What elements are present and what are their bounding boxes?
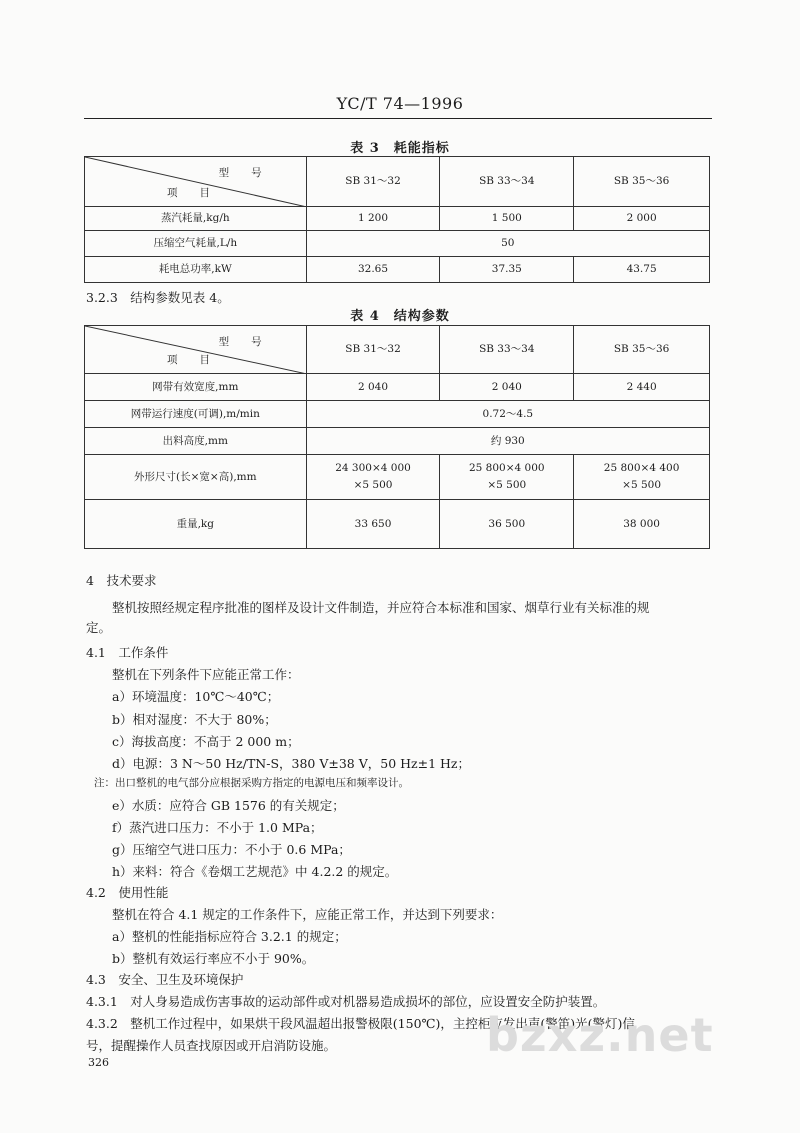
- table-cell: [574, 455, 710, 500]
- table-cell: 1 200: [306, 207, 440, 231]
- note: 注：出口整机的电气部分应根据采购方指定的电源电压和频率设计。: [94, 777, 409, 789]
- corner-label-item: 项目: [167, 354, 232, 366]
- list-item: f）蒸汽进口压力：不小于 1.0 MPa；: [112, 820, 323, 835]
- clause-4-3-1: 4.3.1 对人身易造成伤害事故的运动部件或对机器易造成损坏的部位，应设置安全防护装置。: [86, 994, 606, 1009]
- row-label: 出料高度,mm: [85, 428, 307, 455]
- list-item: e）水质：应符合 GB 1576 的有关规定；: [112, 798, 345, 813]
- list-item: c）海拔高度：不高于 2 000 m；: [112, 734, 300, 749]
- section-4-heading: 4 技术要求: [86, 573, 157, 588]
- cell-line: ×5 500: [487, 479, 527, 491]
- cell-line: ×5 500: [353, 479, 393, 491]
- cell-line: ×5 500: [622, 479, 662, 491]
- table-cell: [440, 455, 574, 500]
- clause-3-2-3: 3.2.3 结构参数见表 4。: [86, 290, 230, 305]
- table-cell: 2 440: [574, 374, 710, 401]
- table-cell: 37.35: [440, 257, 574, 283]
- table-row: [85, 455, 710, 500]
- section-4-intro: [86, 598, 712, 638]
- row-label: 耗电总功率,kW: [85, 257, 307, 283]
- cell-line: 25 800×4 000: [468, 462, 545, 474]
- corner-label-model: 型号: [218, 167, 284, 179]
- column-header: SB 35～36: [574, 326, 710, 374]
- table4: [84, 325, 710, 549]
- table-row: [85, 231, 710, 257]
- table-row: [85, 500, 710, 549]
- table-cell: [306, 455, 440, 500]
- section-4-1-intro: 整机在下列条件下应能正常工作：: [112, 667, 300, 682]
- list-item: h）来料：符合《卷烟工艺规范》中 4.2.2 的规定。: [112, 864, 398, 879]
- list-item: a）环境温度：10℃～40℃；: [112, 689, 280, 704]
- table-cell: 2 000: [574, 207, 710, 231]
- corner-label-item: 项目: [167, 187, 232, 199]
- column-header: SB 35～36: [574, 157, 710, 207]
- table4-caption: 表 4 结构参数: [350, 309, 450, 324]
- section-4-1-heading: 4.1 工作条件: [86, 645, 169, 660]
- list-item: a）整机的性能指标应符合 3.2.1 的规定；: [112, 929, 347, 944]
- text-line: 整机按照经规定程序批准的图样及设计文件制造，并应符合本标准和国家、烟草行业有关标准的规: [112, 600, 650, 615]
- merged-cell: 约 930: [306, 428, 709, 455]
- table-cell: 43.75: [574, 257, 710, 283]
- column-header: SB 31～32: [306, 326, 440, 374]
- corner-label-model: 型号: [218, 336, 284, 348]
- table-cell: 1 500: [440, 207, 574, 231]
- cell-line: 25 800×4 400: [603, 462, 680, 474]
- table-cell: 33 650: [306, 500, 440, 549]
- cell-line: 24 300×4 000: [335, 462, 411, 474]
- table3-corner-cell: [85, 157, 307, 207]
- column-header: SB 33～34: [440, 326, 574, 374]
- table-cell: 36 500: [440, 500, 574, 549]
- clause-4-3-2-continued: 号，提醒操作人员查找原因或开启消防设施。: [86, 1038, 337, 1053]
- section-4-2-heading: 4.2 使用性能: [86, 885, 169, 900]
- list-item: g）压缩空气进口压力：不小于 0.6 MPa；: [112, 842, 351, 857]
- list-item: b）整机有效运行率应不小于 90%。: [112, 951, 315, 966]
- table4-corner-cell: [85, 326, 307, 374]
- table-row: [85, 257, 710, 283]
- standard-code-header: YC/T 74—1996: [336, 94, 464, 113]
- table-cell: 38 000: [574, 500, 710, 549]
- list-item: d）电源：3 N～50 Hz/TN-S，380 V±38 V，50 Hz±1 Hz；: [112, 756, 470, 771]
- table-cell: 2 040: [440, 374, 574, 401]
- merged-cell: 50: [306, 231, 709, 257]
- table3: [84, 156, 710, 283]
- page-number: 326: [88, 1056, 109, 1069]
- table-row: [85, 207, 710, 231]
- column-header: SB 31～32: [306, 157, 440, 207]
- row-label: 压缩空气耗量,L/h: [85, 231, 307, 257]
- table-row: [85, 374, 710, 401]
- column-header: SB 33～34: [440, 157, 574, 207]
- table-cell: 32.65: [306, 257, 440, 283]
- section-4-3-heading: 4.3 安全、卫生及环境保护: [86, 972, 244, 987]
- row-label: 网带有效宽度,mm: [85, 374, 307, 401]
- table-row: [85, 401, 710, 428]
- table-cell: 2 040: [306, 374, 440, 401]
- row-label: 重量,kg: [85, 500, 307, 549]
- section-4-2-intro: 整机在符合 4.1 规定的工作条件下，应能正常工作，并达到下列要求：: [112, 907, 503, 922]
- clause-4-3-2: 4.3.2 整机工作过程中，如果烘干段风温超出报警极限(150℃)，主控柜应发出声(警笛)光(警灯)信: [86, 1016, 635, 1031]
- text-line: 定。: [86, 620, 112, 635]
- watermark: bzxz.net: [486, 1008, 714, 1062]
- table-row: [85, 428, 710, 455]
- table3-caption: 表 3 耗能指标: [350, 141, 450, 156]
- merged-cell: 0.72～4.5: [306, 401, 709, 428]
- list-item: b）相对湿度：不大于 80%；: [112, 712, 277, 727]
- row-label: 网带运行速度(可调),m/min: [85, 401, 307, 428]
- row-label: 蒸汽耗量,kg/h: [85, 207, 307, 231]
- header-rule: [84, 118, 712, 119]
- row-label: 外形尺寸(长×宽×高),mm: [85, 455, 307, 500]
